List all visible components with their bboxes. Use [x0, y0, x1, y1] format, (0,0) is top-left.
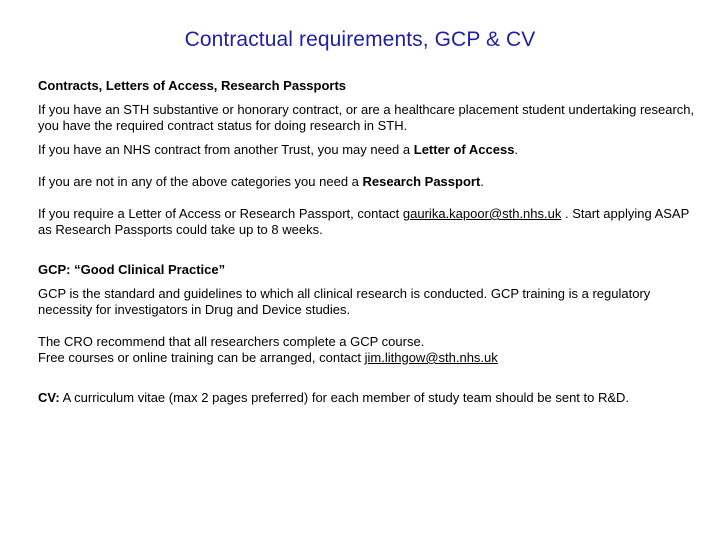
- contracts-p3-text: If you are not in any of the above categories you need a: [38, 174, 363, 189]
- letter-of-access-term: Letter of Access: [413, 142, 515, 157]
- gaurika-email-link[interactable]: gaurika.kapoor@sth.nhs.uk: [402, 206, 562, 221]
- gcp-paragraph-2-line-2: [38, 350, 706, 366]
- jim-email-link[interactable]: jim.lithgow@sth.nhs.uk: [364, 350, 498, 365]
- contracts-p2-end: .: [514, 142, 519, 157]
- slide-content: [38, 78, 706, 406]
- cv-label: CV:: [38, 390, 60, 405]
- contracts-p3-end: .: [480, 174, 484, 189]
- contracts-paragraph-3: [38, 174, 706, 190]
- gcp-p2-text: Free courses or online training can be arranged, contact: [38, 350, 365, 365]
- cv-paragraph: [38, 390, 706, 406]
- research-passport-term: Research Passport: [362, 174, 481, 189]
- contracts-paragraph-1: If you have an STH substantive or honorary contract, or are a healthcare placement student undertaking research, you have the required contract status for doing research in STH.: [38, 102, 695, 133]
- gcp-heading: GCP: “Good Clinical Practice”: [38, 262, 226, 277]
- contracts-p4-end: . Start applying ASAP as Research Passports could take up to 8 weeks.: [38, 206, 690, 237]
- contracts-paragraph-4: [38, 206, 706, 238]
- gcp-paragraph-1: GCP is the standard and guidelines to which all clinical research is conducted. GCP training is a regulatory necessity for investigators in Drug and Device studies.: [38, 286, 651, 317]
- slide-title: Contractual requirements, GCP & CV: [184, 28, 536, 51]
- contracts-p4-text: If you require a Letter of Access or Research Passport, contact: [38, 206, 403, 221]
- contracts-paragraph-2: [38, 142, 706, 158]
- contracts-p2-text: If you have an NHS contract from another Trust, you may need a: [38, 142, 414, 157]
- gcp-paragraph-2-line-1: The CRO recommend that all researchers complete a GCP course.: [38, 334, 425, 349]
- contracts-heading: Contracts, Letters of Access, Research Passports: [38, 78, 347, 93]
- cv-text: A curriculum vitae (max 2 pages preferred) for each member of study team should be sent to R&D.: [59, 390, 630, 405]
